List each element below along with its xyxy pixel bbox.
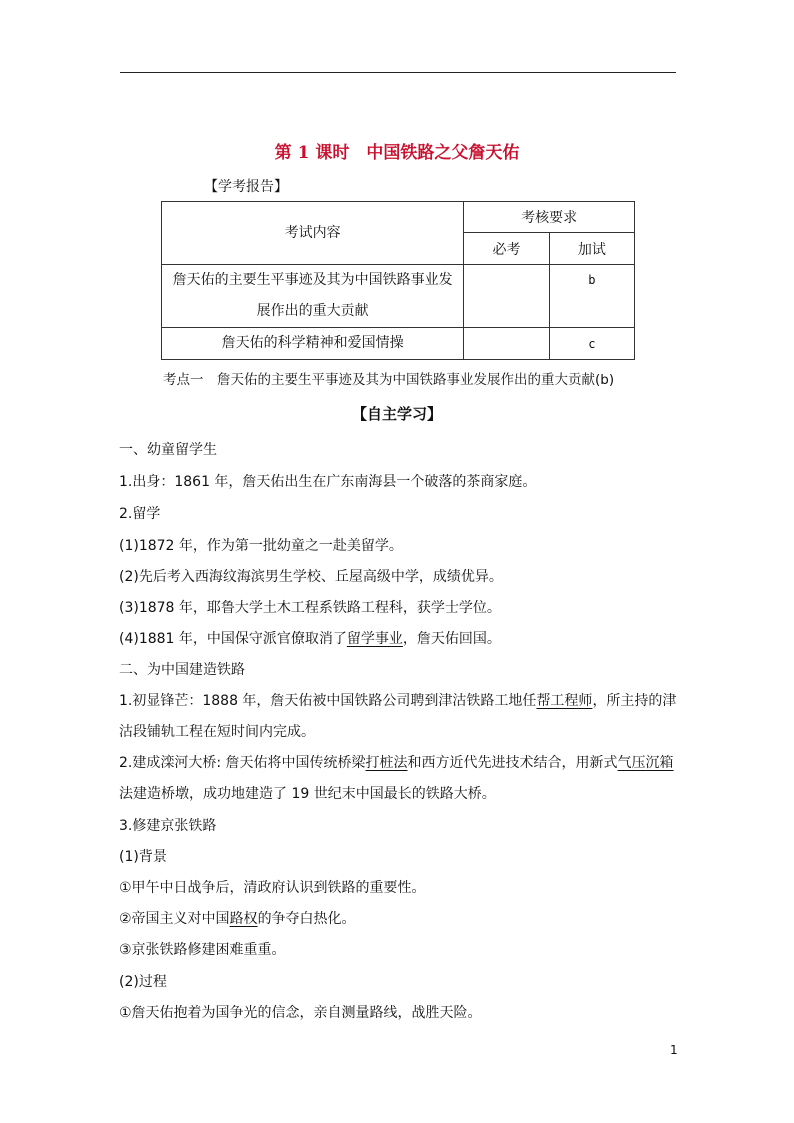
text-segment: 和西方近代先进技术结合，用新式 — [407, 755, 618, 771]
underlined-term: 帮工程师 — [536, 693, 593, 709]
underlined-term: 打桩法 — [365, 755, 408, 771]
paragraph — [119, 690, 676, 710]
paragraph — [119, 908, 356, 928]
paragraph: (1)背景 — [119, 849, 167, 865]
requirements-table — [161, 201, 635, 360]
section-heading: 【自主学习】 — [351, 405, 442, 423]
underlined-term: 气压沉箱 — [617, 755, 674, 771]
heading-child-students: 一、幼童留学生 — [119, 442, 217, 458]
lesson-title: 第 1 课时 中国铁路之父詹天佑 — [274, 143, 520, 163]
paragraph: 沽段铺轨工程在短时间内完成。 — [119, 724, 315, 740]
table-header-extra: 加试 — [549, 233, 634, 265]
table-cell-content: 詹天佑的科学精神和爱国情操 — [162, 328, 464, 360]
underlined-term: 留学事业 — [346, 631, 403, 647]
paragraph: (3)1878 年，耶鲁大学土木工程系铁路工程科，获学士学位。 — [119, 600, 501, 616]
table-row — [162, 328, 635, 360]
paragraph: 法建造桥墩，成功地建造了 19 世纪末中国最长的铁路大桥。 — [119, 786, 496, 802]
table-header-requirement: 考核要求 — [464, 202, 635, 233]
table-cell-required — [464, 265, 549, 328]
table-row — [162, 265, 635, 328]
paragraph: 1.出身：1861 年，詹天佑出生在广东南海县一个破落的茶商家庭。 — [119, 474, 537, 490]
text-segment: ，詹天佑回国。 — [402, 631, 501, 647]
paragraph: 2.留学 — [119, 506, 161, 522]
paragraph — [119, 628, 501, 648]
text-segment: 1.初显锋芒：1888 年，詹天佑被中国铁路公司聘到津沽铁路工地任 — [119, 693, 537, 709]
text-segment: 的争夺白热化。 — [257, 911, 356, 927]
paragraph: (2)先后考入西海纹海滨男生学校、丘屋高级中学，成绩优异。 — [119, 569, 503, 585]
table-cell-extra: b — [549, 265, 634, 328]
text-segment: ②帝国主义对中国 — [119, 911, 230, 927]
paragraph: ①詹天佑抱着为国争光的信念，亲自测量路线，战胜天险。 — [119, 1005, 482, 1021]
table-header-content: 考试内容 — [162, 202, 464, 265]
page-number: 1 — [670, 1043, 678, 1057]
paragraph: (1)1872 年，作为第一批幼童之一赴美留学。 — [119, 538, 403, 554]
paragraph: 3.修建京张铁路 — [119, 818, 217, 834]
table-cell-content: 詹天佑的主要生平事迹及其为中国铁路事业发展作出的重大贡献 — [162, 265, 464, 328]
table-header-required: 必考 — [464, 233, 549, 265]
text-segment: (4)1881 年，中国保守派官僚取消了 — [119, 631, 347, 647]
table-cell-required — [464, 328, 549, 360]
underlined-term: 路权 — [229, 911, 258, 927]
heading-build-railways: 二、为中国建造铁路 — [119, 662, 245, 678]
report-heading: 【学考报告】 — [204, 179, 288, 195]
table-cell-extra: c — [549, 328, 634, 360]
paragraph: (2)过程 — [119, 974, 167, 990]
exam-point-heading: 考点一 詹天佑的主要生平事迹及其为中国铁路事业发展作出的重大贡献(b) — [163, 372, 615, 388]
header-rule — [120, 72, 676, 73]
text-segment: ，所主持的津 — [592, 693, 677, 709]
paragraph: ①甲午中日战争后，清政府认识到铁路的重要性。 — [119, 880, 426, 896]
text-segment: 2.建成滦河大桥: 詹天佑将中国传统桥梁 — [119, 755, 366, 771]
paragraph — [119, 752, 674, 772]
paragraph: ③京张铁路修建困难重重。 — [119, 942, 286, 958]
